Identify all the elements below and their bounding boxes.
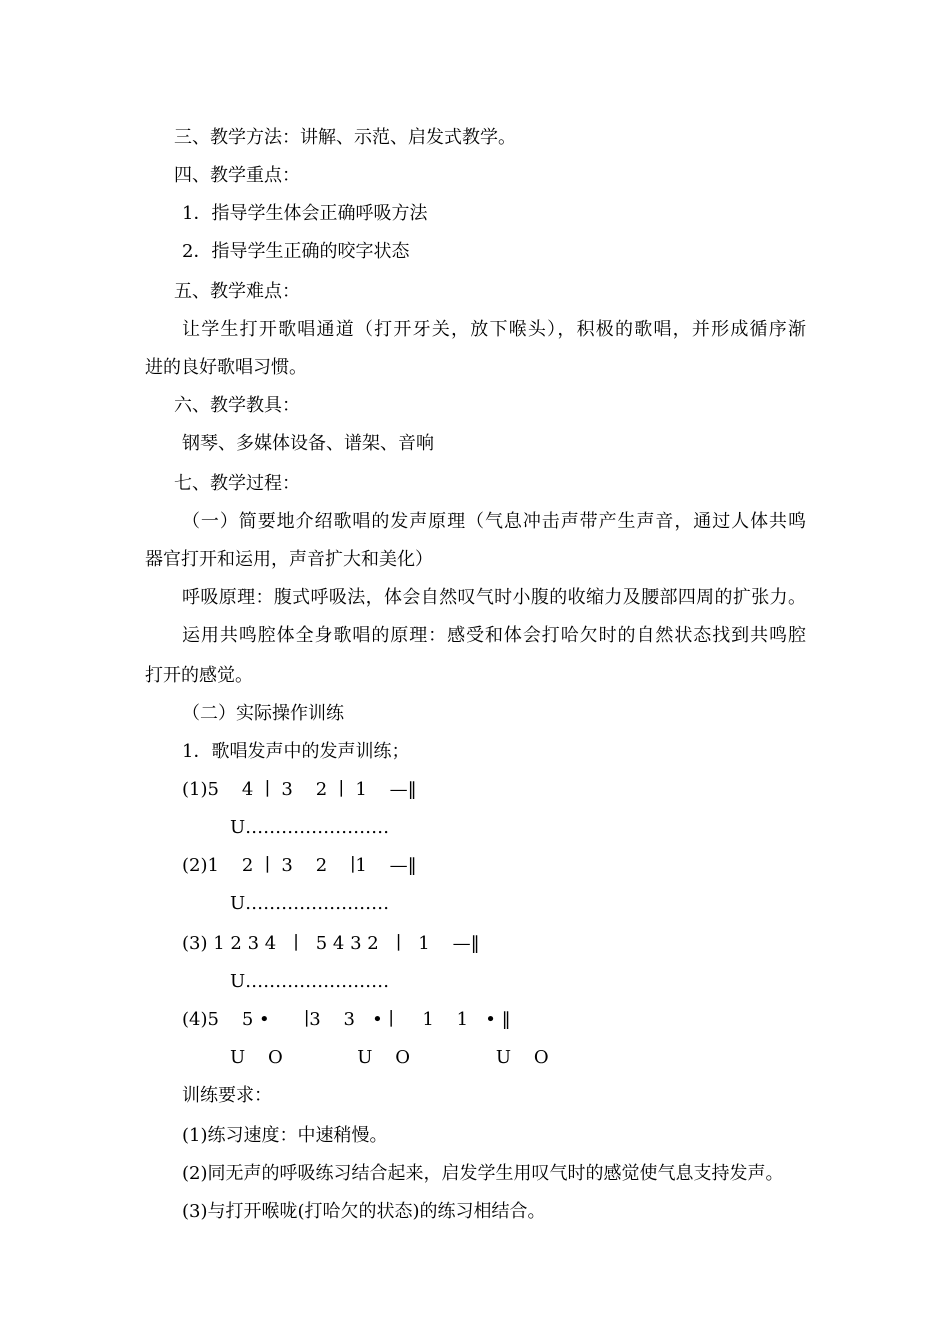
exercise-4-vowels: U O U O U O [230, 1047, 549, 1068]
resonance-principle-line-1: 运用共鸣腔体全身歌唱的原理：感受和体会打哈欠时的自然状态找到共鸣腔 [182, 625, 806, 646]
practice-heading: （二）实际操作训练 [182, 703, 344, 724]
difficulty-paragraph-line-2: 进的良好歌唱习惯。 [145, 357, 307, 378]
difficulty-paragraph-line-1: 让学生打开歌唱通道（打开牙关，放下喉头），积极的歌唱，并形成循序渐 [182, 319, 806, 340]
resonance-principle-line-2: 打开的感觉。 [145, 665, 253, 686]
principle-paragraph-line-2: 器官打开和运用，声音扩大和美化） [145, 549, 433, 570]
requirement-3: (3)与打开喉咙(打哈欠的状态)的练习相结合。 [182, 1201, 546, 1222]
key-point-1: 1．指导学生体会正确呼吸方法 [182, 203, 428, 224]
section-seven-heading: 七、教学过程： [174, 473, 300, 494]
requirement-2: (2)同无声的呼吸练习结合起来，启发学生用叹气时的感觉使气息支持发声。 [182, 1163, 784, 1184]
breathing-principle: 呼吸原理：腹式呼吸法，体会自然叹气时小腹的收缩力及腰部四周的扩张力。 [182, 587, 806, 608]
exercise-2-notation: (2)1 2 ∣ 3 2 ∣1 —‖ [182, 855, 417, 876]
teaching-tools-list: 钢琴、多媒体设备、谱架、音响 [182, 433, 434, 454]
requirement-1: (1)练习速度：中速稍慢。 [182, 1125, 388, 1146]
vocal-training-heading: 1．歌唱发声中的发声训练； [182, 741, 410, 762]
section-five-heading: 五、教学难点： [174, 281, 300, 302]
exercise-2-vowel: U…………………… [230, 893, 390, 914]
key-point-2: 2．指导学生正确的咬字状态 [182, 241, 410, 262]
exercise-4-notation: (4)5 5 • ∣3 3 • ∣ 1 1 • ‖ [182, 1009, 511, 1030]
section-four-heading: 四、教学重点： [174, 165, 300, 186]
principle-paragraph-line-1: （一）简要地介绍歌唱的发声原理（气息冲击声带产生声音，通过人体共鸣 [182, 511, 806, 532]
exercise-1-vowel: U…………………… [230, 817, 390, 838]
exercise-1-notation: (1)5 4 ∣ 3 2 ∣ 1 —‖ [182, 779, 417, 800]
exercise-3-notation: (3) 1 2 3 4 ∣ 5 4 3 2 ∣ 1 —‖ [182, 933, 480, 954]
exercise-3-vowel: U…………………… [230, 971, 390, 992]
training-requirements-heading: 训练要求： [182, 1085, 272, 1106]
section-three-heading: 三、教学方法：讲解、示范、启发式教学。 [174, 127, 516, 148]
section-six-heading: 六、教学教具： [174, 395, 300, 416]
